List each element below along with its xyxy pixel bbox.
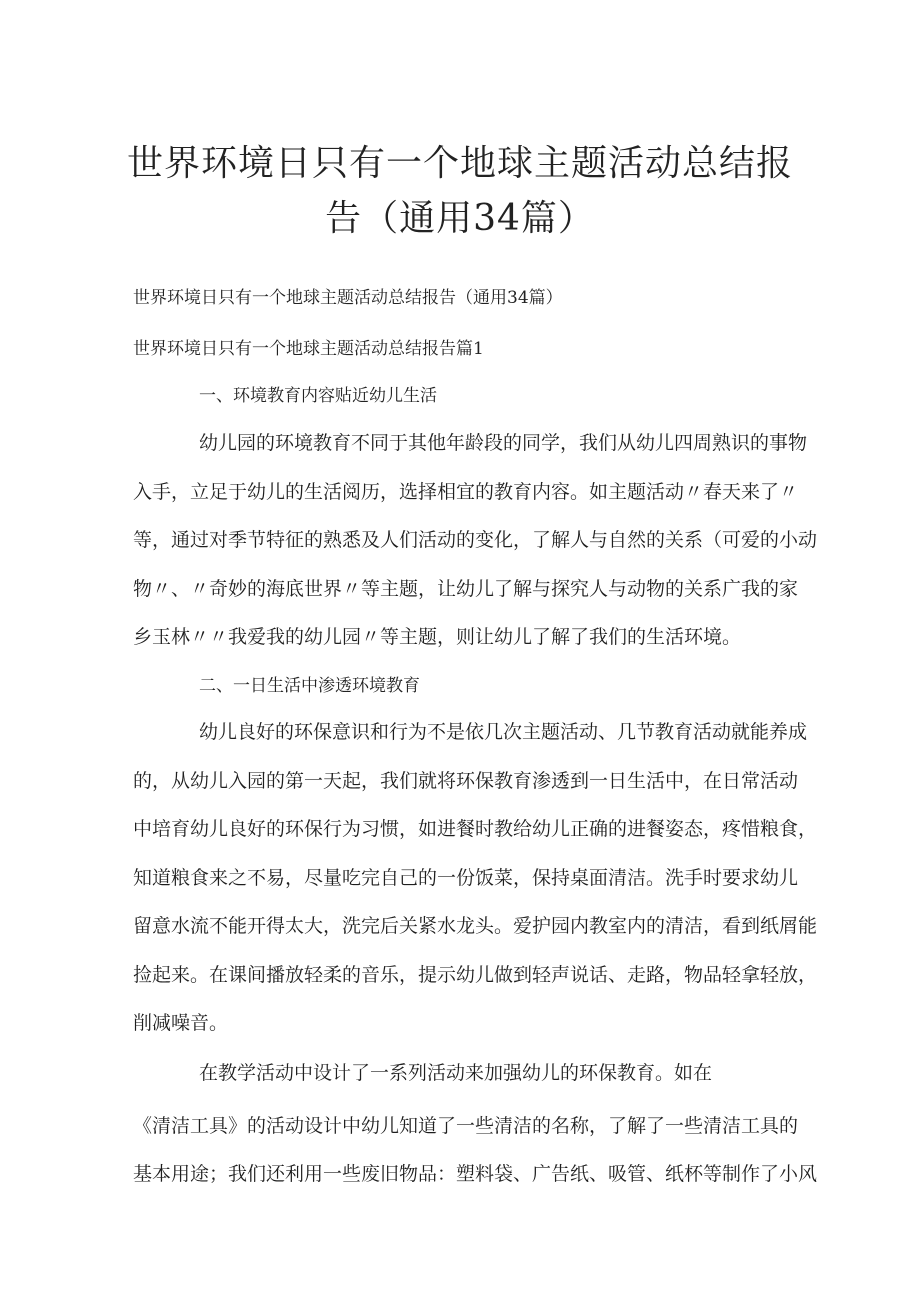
paragraph-line: 削减噪音。 (133, 1012, 229, 1034)
paragraph-line: 捡起来。在课间播放轻柔的音乐，提示幼儿做到轻声说话、走路，物品轻拿轻放， (133, 964, 818, 986)
paragraph-line: 中培育幼儿良好的环保行为习惯，如进餐时教给幼儿正确的进餐姿态，疼惜粮食， (133, 818, 818, 840)
paragraph-line: 幼儿良好的环保意识和行为不是依几次主题活动、几节教育活动就能养成 (199, 721, 808, 743)
paragraph-line: 幼儿园的环境教育不同于其他年龄段的同学，我们从幼儿四周熟识的事物 (199, 432, 808, 454)
article-heading: 世界环境日只有一个地球主题活动总结报告篇1 (133, 339, 484, 359)
paragraph-line: 留意水流不能开得太大，洗完后关紧水龙头。爱护园内教室内的清洁，看到纸屑能 (133, 915, 818, 937)
paragraph-line: 基本用途；我们还利用一些废旧物品：塑料袋、广告纸、吸管、纸杯等制作了小风 (133, 1163, 818, 1185)
paragraph-line: 《清洁工具》的活动设计中幼儿知道了一些清洁的名称，了解了一些清洁工具的 (133, 1115, 799, 1137)
paragraph-line: 乡玉林〃〃我爱我的幼儿园〃等主题，则让幼儿了解了我们的生活环境。 (133, 626, 742, 648)
section-heading-2: 二、一日生活中渗透环境教育 (199, 676, 420, 696)
paragraph-line: 知道粮食来之不易，尽量吃完自己的一份饭菜，保持桌面清洁。洗手时要求幼儿 (133, 867, 799, 889)
paragraph-line: 物〃、〃奇妙的海底世界〃等主题，让幼儿了解与探究人与动物的关系广我的家 (133, 578, 799, 600)
document-subtitle: 世界环境日只有一个地球主题活动总结报告（通用34篇） (133, 288, 563, 308)
paragraph-line: 的，从幼儿入园的第一天起，我们就将环保教育渗透到一日生活中，在日常活动 (133, 770, 799, 792)
document-title-line-1: 世界环境日只有一个地球主题活动总结报 (126, 143, 793, 184)
paragraph-line: 入手，立足于幼儿的生活阅历，选择相宜的教育内容。如主题活动〃春天来了〃 (133, 481, 799, 503)
document-title-line-2: 告（通用34篇） (325, 198, 595, 239)
section-heading-1: 一、环境教育内容贴近幼儿生活 (199, 386, 437, 406)
paragraph-line: 等，通过对季节特征的熟悉及人们活动的变化，了解人与自然的关系（可爱的小动 (133, 529, 818, 551)
paragraph-line: 在教学活动中设计了一系列活动来加强幼儿的环保教育。如在 (199, 1062, 713, 1084)
